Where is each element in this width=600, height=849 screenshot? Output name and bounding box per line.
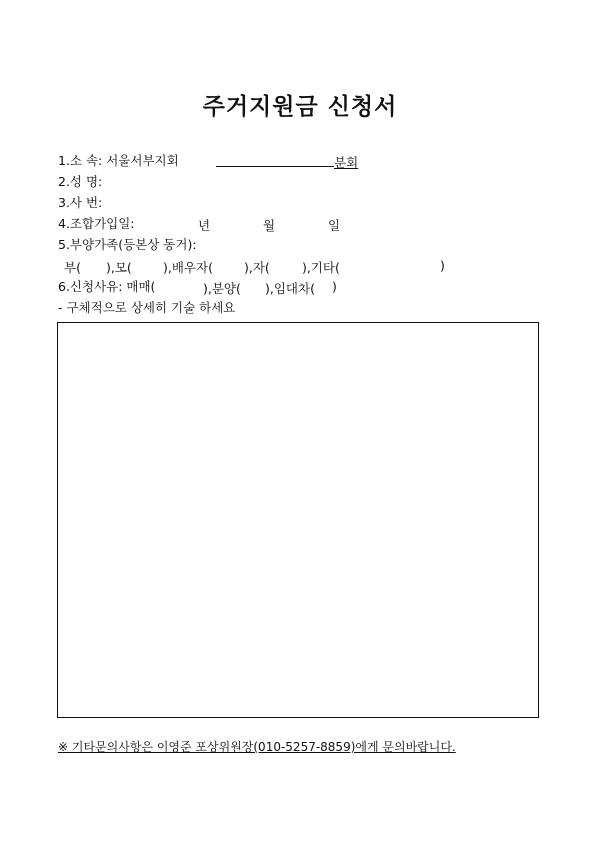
contact-note: ※ 기타문의사항은 이영준 포상위원장(010-5257-8859)에게 문의바랍니다. — [58, 740, 456, 754]
form-title: 주거지원금 신청서 — [202, 93, 398, 120]
affiliation-label: 1.소 속: 서울서부지회 — [58, 153, 179, 168]
join-date-row — [58, 216, 135, 232]
dependent-mother: ),모( — [106, 260, 132, 275]
dependent-spouse: ),배우자( — [163, 260, 213, 275]
reason-label: 6.신청사유: 매매( — [58, 279, 156, 294]
reason-close: ) — [332, 279, 337, 294]
join-month-unit: 월 — [263, 218, 276, 233]
branch-blank — [216, 154, 334, 167]
dependent-father: 부( — [64, 260, 81, 275]
branch-field[interactable] — [216, 153, 358, 171]
name-label: 2.성 명: — [58, 174, 103, 189]
employee-number-row — [58, 195, 102, 211]
dependent-close: ) — [440, 258, 445, 273]
reason-row — [58, 279, 155, 295]
join-day-unit: 일 — [328, 218, 341, 233]
join-date-label: 4.조합가입일: — [58, 216, 135, 231]
dependents-row — [58, 237, 197, 253]
branch-suffix: 분회 — [334, 155, 359, 170]
reason-lot: ),분양( — [203, 281, 241, 296]
reason-rent: ),임대차( — [265, 281, 315, 296]
dependent-other: ),기타( — [302, 260, 340, 275]
employee-number-label: 3.사 번: — [58, 195, 103, 210]
affiliation-row — [58, 153, 179, 169]
dependent-child: ),자( — [244, 260, 270, 275]
description-box[interactable] — [57, 322, 539, 718]
dependents-label: 5.부양가족(등본상 동거): — [58, 237, 197, 252]
instruction-text: - 구체적으로 상세히 기술 하세요 — [58, 300, 236, 315]
name-row — [58, 174, 102, 190]
join-year-unit: 년 — [198, 218, 211, 233]
